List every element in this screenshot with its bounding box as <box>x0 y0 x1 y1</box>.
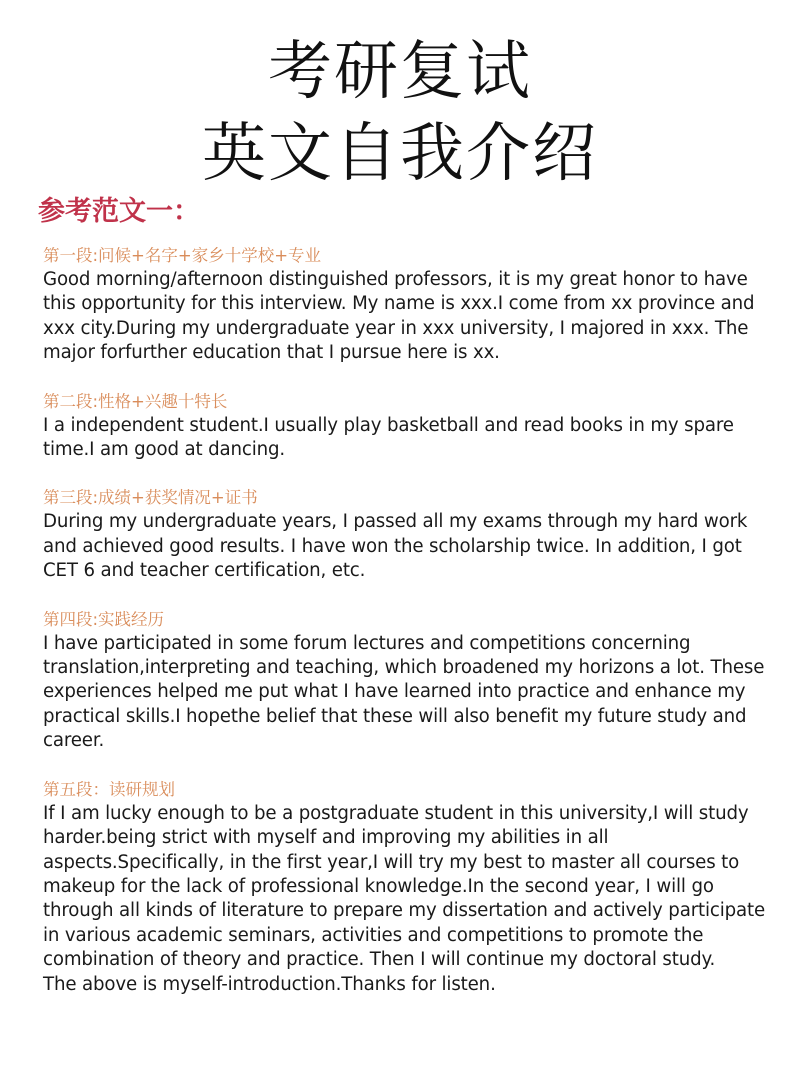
page-title-line-2: 英文自我介绍 <box>202 117 598 191</box>
section-achievements <box>43 486 778 583</box>
section-label: 第五段：读研规划 <box>43 779 175 799</box>
section-label: 第四段:实践经历 <box>43 609 165 629</box>
section-body: I have participated in some forum lectures and competitions concerning translation,interpreting and teaching, which broadened my horizons a lot. These experiences helped me put what I have learned into practice and enhance my practical skills.I hopethe belief that these will also benefit my future study and career. <box>43 632 765 752</box>
section-personality <box>43 390 778 463</box>
section-body: If I am lucky enough to be a postgraduate student in this university,I will study harder.being strict with myself and improving my abilities in all aspects.Specifically, in the first year,I will try my best to master all courses to makeup for the lack of professional knowledge.In the second year, I will go through all kinds of literature to prepare my dissertation and actively participate in various academic seminars, activities and competitions to promote the combination of theory and practice. Then I will continue my doctoral study. <box>43 802 766 971</box>
section-body: Good morning/afternoon distinguished professors, it is my great honor to have this opportunity for this interview. My name is xxx.I come from xx province and xxx city.During my undergraduate year in xxx university, I majored in xxx. The major forfurther education that I pursue here is xx. <box>43 269 755 364</box>
section-label: 第二段:性格+兴趣十特长 <box>43 391 228 411</box>
section-label: 第三段:成绩+获奖情况+证书 <box>43 488 258 508</box>
closing-line: The above is myself-introduction.Thanks for listen. <box>43 973 496 995</box>
sample-heading: 参考范文一： <box>38 196 200 227</box>
section-experience <box>43 608 778 754</box>
section-body: During my undergraduate years, I passed all my exams through my hard work and achieved good results. I have won the scholarship twice. In addition, I got CET 6 and teacher certification, etc. <box>43 511 748 582</box>
article-content <box>43 244 778 1021</box>
section-study-plan <box>43 778 778 997</box>
section-body: I a independent student.I usually play basketball and read books in my spare time.I am good at dancing. <box>43 414 734 461</box>
section-label: 第一段:问候+名字+家乡十学校+专业 <box>43 246 322 265</box>
section-greeting <box>43 244 778 366</box>
page-title-line-1: 考研复试 <box>268 35 532 109</box>
